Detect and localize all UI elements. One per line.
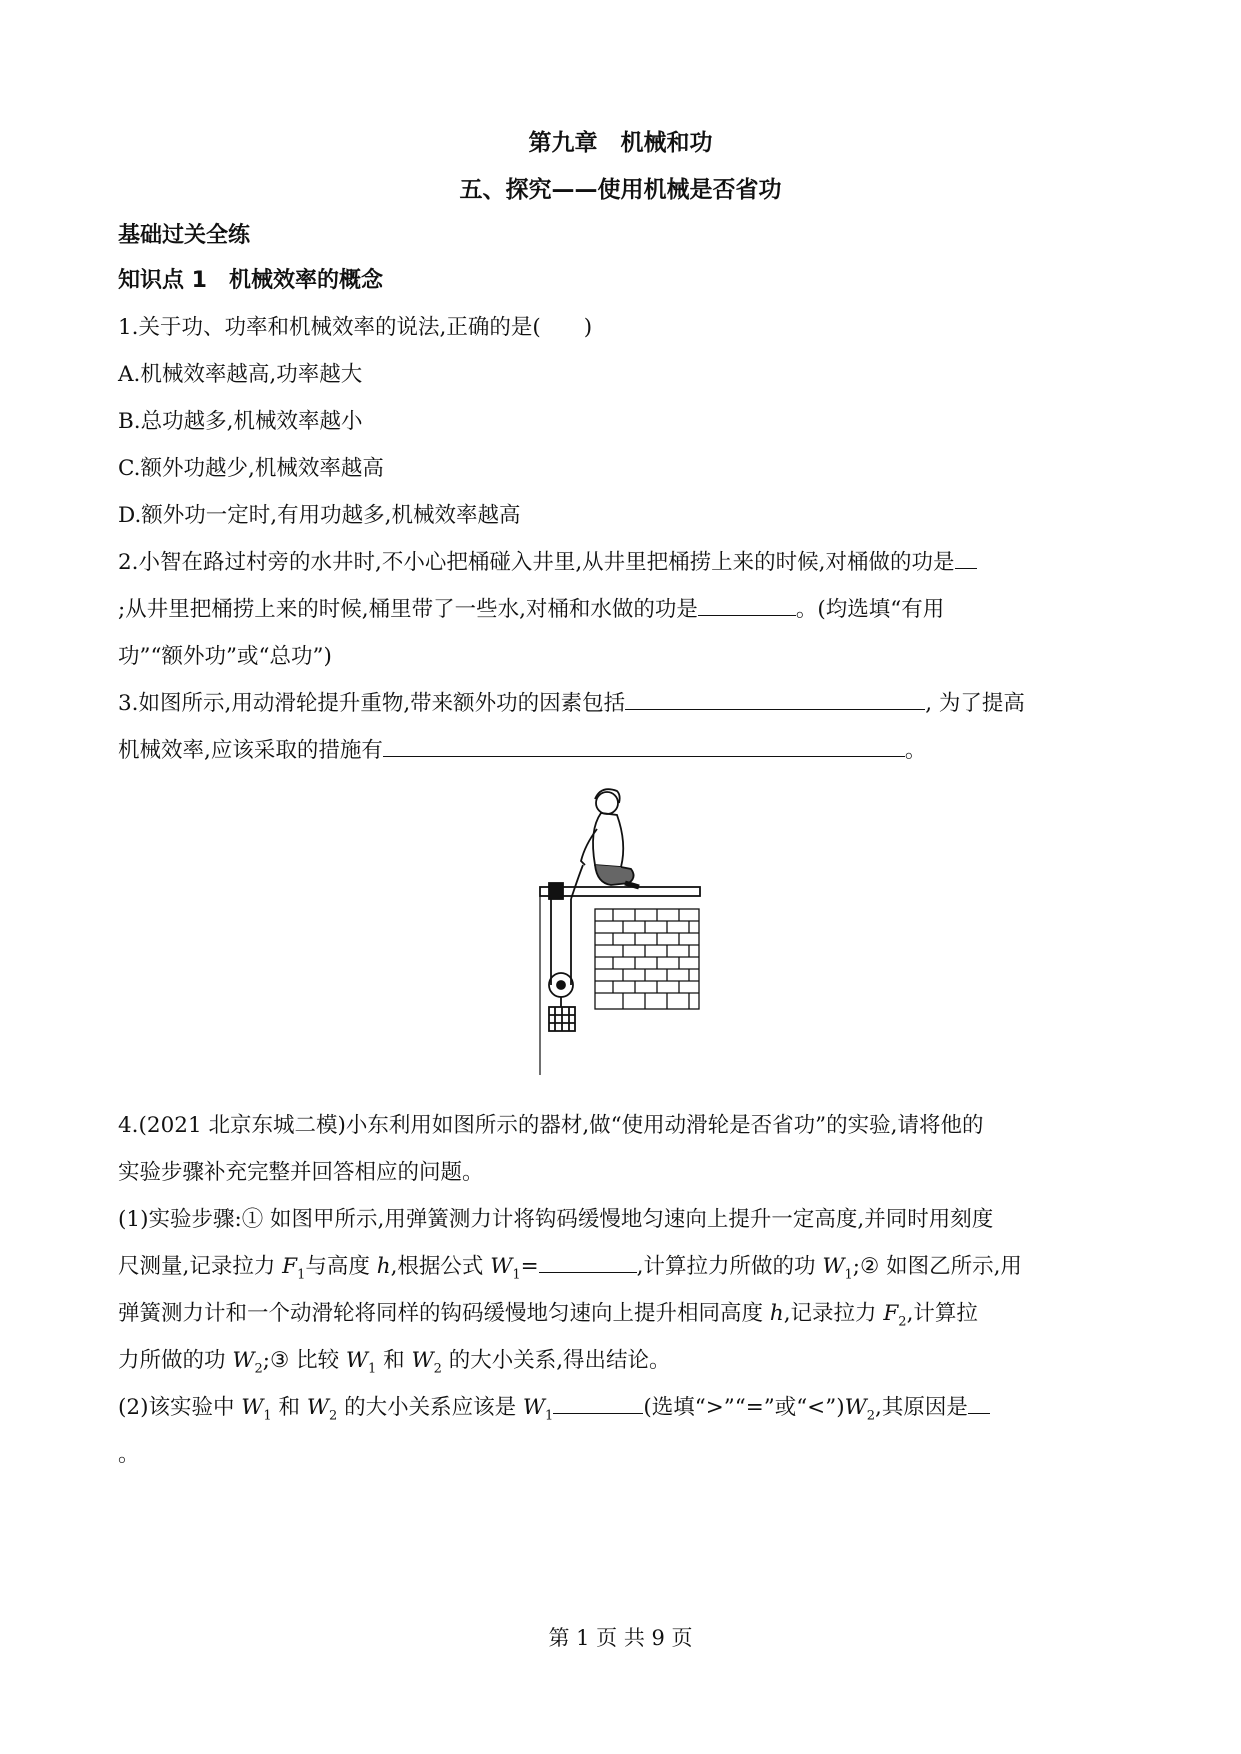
q3-line-1 <box>118 686 1123 717</box>
subscript: 1 <box>512 1267 521 1283</box>
q4-text: ,其原因是 <box>874 1395 968 1420</box>
q4-text: 和 <box>271 1395 307 1420</box>
person-head <box>596 792 618 814</box>
subscript: 2 <box>433 1361 442 1377</box>
subscript: 1 <box>844 1267 853 1283</box>
q4-text: 与高度 <box>305 1254 377 1279</box>
symbol-h: h <box>376 1254 391 1279</box>
q4-p1-line-4 <box>118 1343 1123 1376</box>
q4-text: 的大小关系,得出结论。 <box>441 1348 671 1373</box>
q4-p2-line-2: 。 <box>118 1442 140 1467</box>
q4-compare-blank[interactable] <box>553 1393 643 1414</box>
q1-option-b: B.总功越多,机械效率越小 <box>118 409 363 434</box>
symbol-W: W <box>522 1395 546 1420</box>
q2-blank-2[interactable] <box>698 595 796 616</box>
q4-reason-blank[interactable] <box>968 1393 990 1414</box>
q3-blank-2[interactable] <box>383 736 905 757</box>
q4-text: ,记录拉力 <box>783 1301 884 1326</box>
symbol-W: W <box>822 1254 845 1279</box>
q4-p1-line-1: (1)实验步骤:① 如图甲所示,用弹簧测力计将钩码缓慢地匀速向上提升一定高度,并同时用刻度 <box>118 1207 994 1232</box>
q4-p1-line-3 <box>118 1296 1123 1329</box>
q2-blank-1[interactable] <box>955 548 977 569</box>
q2-line-2 <box>118 592 1123 623</box>
q4-text: (选填“>”“=”或“<”) <box>643 1395 845 1420</box>
q4-text: = <box>520 1254 539 1279</box>
q4-text: ,计算拉 <box>906 1301 978 1326</box>
q4-text: 力所做的功 <box>118 1348 233 1373</box>
q1-option-d: D.额外功一定时,有用功越多,机械效率越高 <box>118 503 521 528</box>
q4-text: ,根据公式 <box>390 1254 491 1279</box>
symbol-F: F <box>883 1301 899 1326</box>
q3-text-2a: 机械效率,应该采取的措施有 <box>118 738 383 763</box>
q4-text: (2)该实验中 <box>118 1395 242 1420</box>
symbol-W: W <box>844 1395 867 1420</box>
subscript: 1 <box>368 1361 377 1377</box>
q4-text: 弹簧测力计和一个动滑轮将同样的钩码缓慢地匀速向上提升相同高度 <box>118 1301 770 1326</box>
q2-text-2b: 。(均选填“有用 <box>795 597 945 622</box>
q4-text: 和 <box>376 1348 412 1373</box>
q4-text: ;② 如图乙所示,用 <box>852 1254 1022 1279</box>
q1-stem: 1.关于功、功率和机械效率的说法,正确的是( ) <box>118 315 593 340</box>
subscript: 2 <box>254 1361 263 1377</box>
q1-option-c: C.额外功越少,机械效率越高 <box>118 456 384 481</box>
symbol-W: W <box>490 1254 513 1279</box>
q4-text: 尺测量,记录拉力 <box>118 1254 283 1279</box>
q3-text-1b: , 为了提高 <box>925 691 1025 716</box>
q4-text: ,计算拉力所做的功 <box>636 1254 823 1279</box>
q3-line-2 <box>118 733 1123 764</box>
subscript: 2 <box>866 1408 875 1424</box>
q2-text-2a: ;从井里把桶捞上来的时候,桶里带了一些水,对桶和水做的功是 <box>118 597 698 622</box>
q4-p2-line-1 <box>118 1390 1123 1423</box>
symbol-W: W <box>345 1348 369 1373</box>
q4-text: ;③ 比较 <box>262 1348 346 1373</box>
subscript: 2 <box>328 1408 338 1424</box>
q2-line-3: 功”“额外功”或“总功”) <box>118 644 332 669</box>
q4-line-2: 实验步骤补充完整并回答相应的问题。 <box>118 1160 484 1185</box>
brick-wall <box>595 909 699 1009</box>
q3-text-1a: 3.如图所示,用动滑轮提升重物,带来额外功的因素包括 <box>118 691 626 716</box>
q2-line-1 <box>118 545 1123 576</box>
subscript: 1 <box>263 1408 272 1424</box>
q4-text: 的大小关系应该是 <box>337 1395 523 1420</box>
person-torso <box>593 813 623 867</box>
symbol-W: W <box>306 1395 329 1420</box>
q4-formula-blank[interactable] <box>539 1252 637 1273</box>
part-heading: 基础过关全练 <box>118 223 251 248</box>
q3-text-2b: 。 <box>904 738 927 763</box>
symbol-W: W <box>241 1395 264 1420</box>
symbol-F: F <box>282 1254 298 1279</box>
q4-line-1: 4.(2021 北京东城二模)小东利用如图所示的器材,做“使用动滑轮是否省功”的实验,请将他的 <box>118 1113 984 1138</box>
symbol-W: W <box>232 1348 255 1373</box>
section-title: 五、探究——使用机械是否省功 <box>459 177 782 203</box>
subscript: 1 <box>545 1408 554 1424</box>
knowledge-point-heading: 知识点 1 机械效率的概念 <box>118 268 383 293</box>
subscript: 2 <box>898 1314 907 1330</box>
subscript: 1 <box>297 1267 306 1283</box>
page-footer: 第 1 页 共 9 页 <box>548 1626 693 1650</box>
q2-text-1: 2.小智在路过村旁的水井时,不小心把桶碰入井里,从井里把桶捞上来的时候,对桶做的功是 <box>118 550 955 575</box>
q4-p1-line-2 <box>118 1249 1123 1282</box>
chapter-title: 第九章 机械和功 <box>528 130 713 156</box>
symbol-h: h <box>769 1301 784 1326</box>
q3-blank-1[interactable] <box>625 689 925 710</box>
pulley-figure <box>535 785 715 1075</box>
symbol-W: W <box>411 1348 434 1373</box>
q1-option-a: A.机械效率越高,功率越大 <box>118 362 363 387</box>
